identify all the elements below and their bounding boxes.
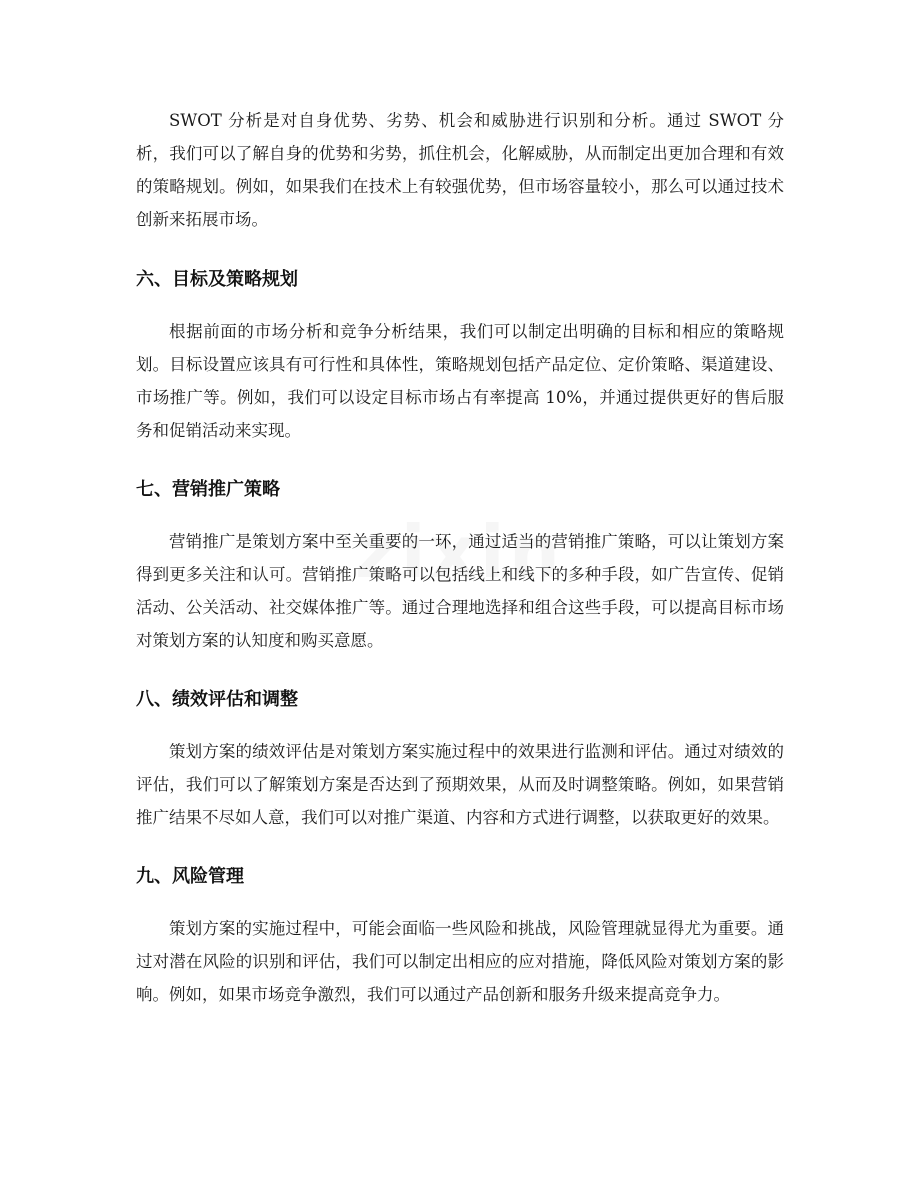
section-paragraph-6: 根据前面的市场分析和竞争分析结果，我们可以制定出明确的目标和相应的策略规划。目标设置应该具有可行性和具体性，策略规划包括产品定位、定价策略、渠道建设、市场推广等。例如，我们可以设定目标市场占有率提高 10%，并通过提供更好的售后服务和促销活动来实现。 — [136, 322, 784, 440]
section-heading-7: 七、营销推广策略 — [136, 479, 280, 500]
document-body — [136, 104, 784, 1011]
section-heading-9: 九、风险管理 — [136, 866, 244, 887]
section-heading-8: 八、绩效评估和调整 — [136, 689, 298, 710]
section-heading-6: 六、目标及策略规划 — [136, 269, 298, 290]
section-paragraph-9: 策划方案的实施过程中，可能会面临一些风险和挑战，风险管理就显得尤为重要。通过对潜在风险的识别和评估，我们可以制定出相应的应对措施，降低风险对策划方案的影响。例如，如果市场竞争激烈，我们可以通过产品创新和服务升级来提高竞争力。 — [136, 919, 784, 1004]
section-paragraph-7: 营销推广是策划方案中至关重要的一环，通过适当的营销推广策略，可以让策划方案得到更多关注和认可。营销推广策略可以包括线上和线下的多种手段，如广告宣传、促销活动、公关活动、社交媒体推广等。通过合理地选择和组合这些手段，可以提高目标市场对策划方案的认知度和购买意愿。 — [136, 532, 784, 650]
intro-paragraph: SWOT 分析是对自身优势、劣势、机会和威胁进行识别和分析。通过 SWOT 分析，我们可以了解自身的优势和劣势，抓住机会，化解威胁，从而制定出更加合理和有效的策略规划。例如，如果我们在技术上有较强优势，但市场容量较小，那么可以通过技术创新来拓展市场。 — [136, 111, 784, 229]
section-paragraph-8: 策划方案的绩效评估是对策划方案实施过程中的效果进行监测和评估。通过对绩效的评估，我们可以了解策划方案是否达到了预期效果，从而及时调整策略。例如，如果营销推广结果不尽如人意，我们可以对推广渠道、内容和方式进行调整，以获取更好的效果。 — [136, 742, 784, 827]
